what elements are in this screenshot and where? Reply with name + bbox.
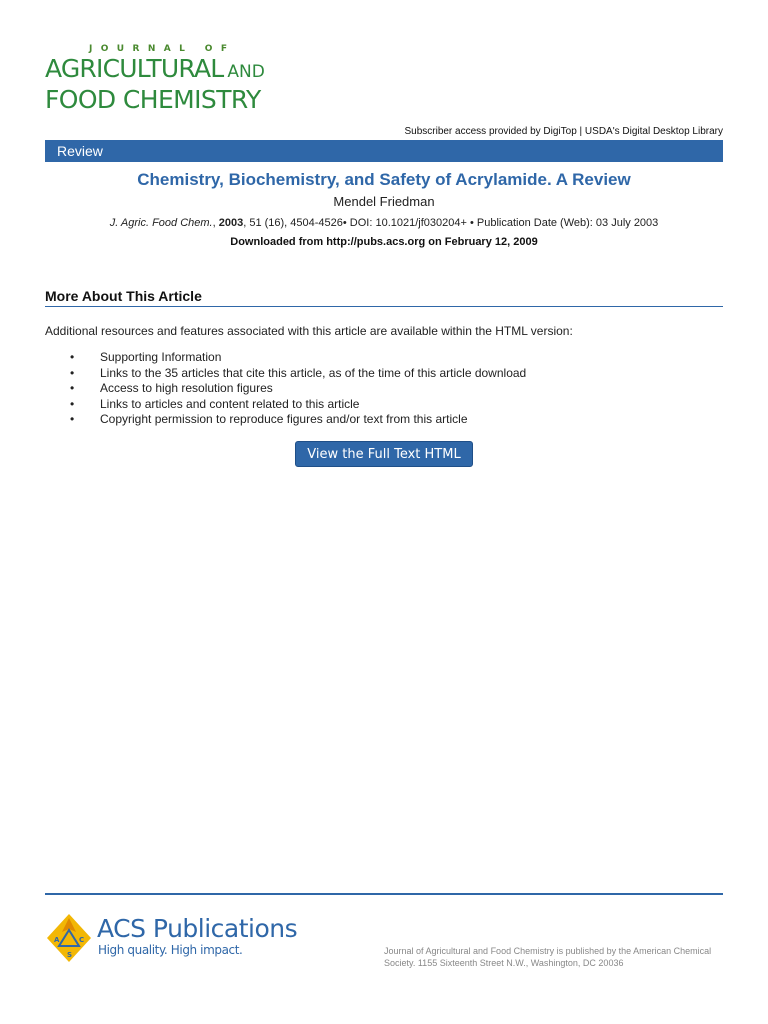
- journal-abbreviation: J. Agric. Food Chem.: [109, 217, 213, 229]
- journal-logo-line1: [45, 55, 285, 86]
- journal-logo-line2: FOOD CHEMISTRY: [45, 85, 261, 114]
- footer-divider: [45, 893, 723, 895]
- list-item-label: Links to the 35 articles that cite this article, as of the time of this article download: [100, 365, 527, 380]
- journal-logo-line0: JOURNAL OF: [89, 44, 236, 54]
- bullet-icon: •: [70, 365, 75, 380]
- publisher-footer-text: Journal of Agricultural and Food Chemistry is published by the American Chemical Society. 1155 Sixteenth Street N.W., Washington, DC 20036: [384, 946, 712, 968]
- section-bar: [45, 140, 723, 162]
- acs-logo-letter-s: S: [67, 951, 73, 959]
- feature-list: [70, 350, 526, 428]
- section-divider: [45, 306, 723, 307]
- article-author: Mendel Friedman: [333, 194, 435, 209]
- list-item-label: Copyright permission to reproduce figures and/or text from this article: [100, 412, 468, 426]
- article-title[interactable]: Chemistry, Biochemistry, and Safety of Acrylamide. A Review: [137, 170, 631, 189]
- list-item-label: Supporting Information: [100, 350, 222, 364]
- journal-logo-agricultural: AGRICULTURAL: [45, 54, 224, 83]
- subscriber-access-text: Subscriber access provided by DigiTop | USDA's Digital Desktop Library: [404, 126, 723, 137]
- citation-details: , 51 (16), 4504-4526• DOI: 10.1021/jf030204+ • Publication Date (Web): 03 July 2003: [243, 217, 659, 229]
- download-notice: Downloaded from http://pubs.acs.org on February 12, 2009: [230, 236, 538, 248]
- bullet-icon: •: [70, 381, 75, 395]
- bullet-icon: •: [70, 350, 75, 364]
- acs-logo-name: ACS Publications: [97, 914, 298, 943]
- list-item[interactable]: [70, 397, 526, 413]
- list-item[interactable]: [70, 412, 526, 428]
- list-item-label: Links to articles and content related to this article: [100, 396, 360, 411]
- list-item[interactable]: [70, 381, 526, 397]
- more-about-intro: Additional resources and features associated with this article are available within the HTML version:: [45, 324, 573, 338]
- bullet-icon: •: [70, 412, 75, 426]
- journal-logo-and: AND: [227, 62, 265, 82]
- citation-year: 2003: [218, 217, 244, 229]
- acs-logo-letter-a: A: [54, 936, 60, 944]
- journal-logo: [45, 44, 285, 114]
- section-label: Review: [57, 143, 103, 159]
- acs-logo-icon: [45, 912, 93, 966]
- acs-logo-tagline: High quality. High impact.: [98, 943, 243, 957]
- acs-logo-letter-c: C: [79, 936, 85, 944]
- acs-publications-logo[interactable]: [45, 912, 298, 966]
- view-full-text-button[interactable]: View the Full Text HTML: [295, 441, 473, 467]
- list-item[interactable]: [70, 366, 526, 382]
- more-about-heading: More About This Article: [45, 288, 202, 304]
- list-item-label: Access to high resolution figures: [100, 381, 273, 395]
- bullet-icon: •: [70, 396, 75, 411]
- list-item[interactable]: [70, 350, 526, 366]
- article-citation: J. Agric. Food Chem., 2003, 51 (16), 4504-4526• DOI: 10.1021/jf030204+ • Publication Date (Web): 03 July 2003: [109, 217, 659, 229]
